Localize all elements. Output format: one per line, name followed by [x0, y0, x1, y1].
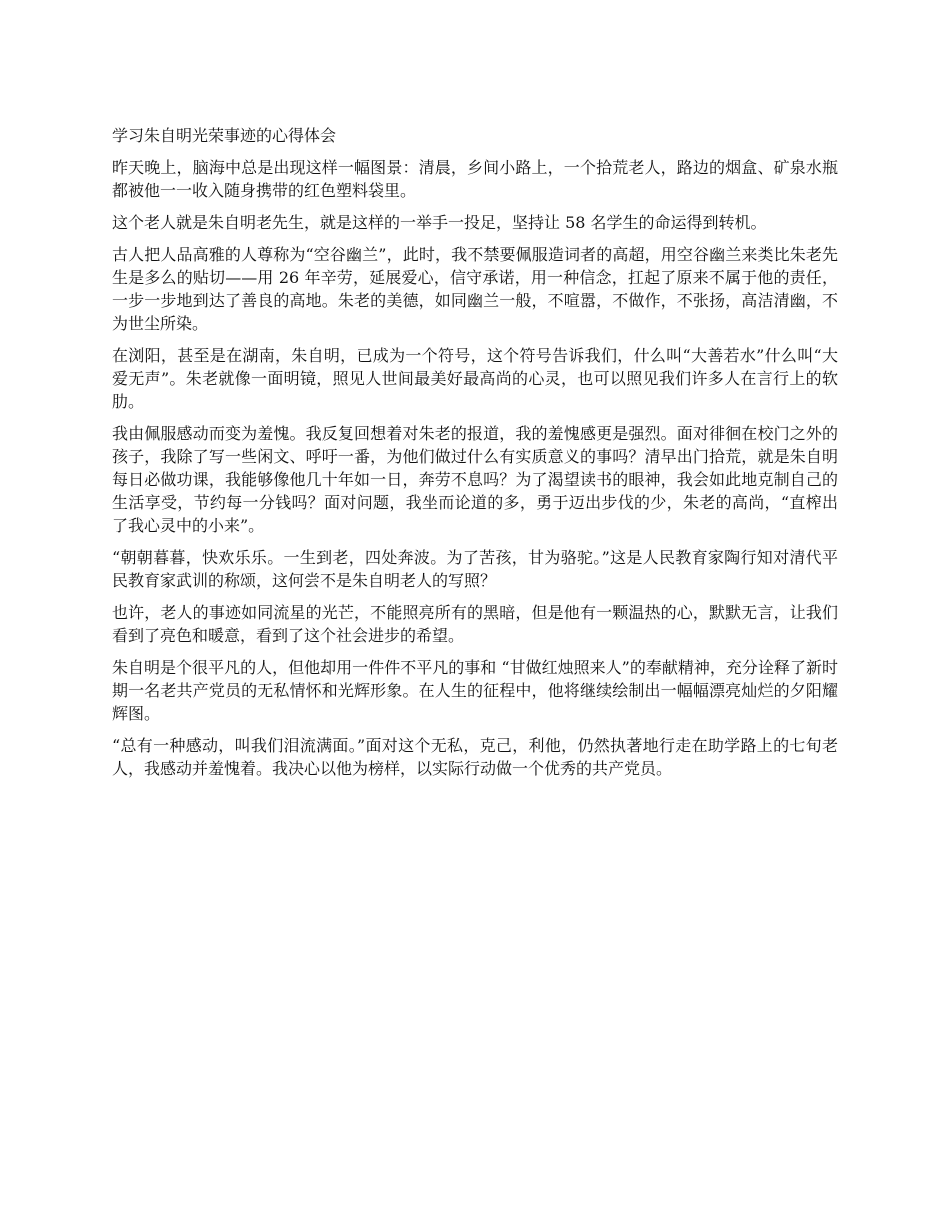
paragraph-1: 昨天晚上，脑海中总是出现这样一幅图景：清晨，乡间小路上，一个拾荒老人，路边的烟盒、矿泉水瓶都被他一一收入随身携带的红色塑料袋里。 — [112, 158, 838, 200]
paragraph-2: 这个老人就是朱自明老先生，就是这样的一举手一投足，坚持让 58 名学生的命运得到转机。 — [112, 213, 767, 232]
paragraph-7: 也许，老人的事迹如同流星的光芒，不能照亮所有的黑暗，但是他有一颗温热的心，默默无言，让我们看到了亮色和暖意，看到了这个社会进步的希望。 — [112, 603, 838, 645]
paragraph-9: “总有一种感动，叫我们泪流满面。”面对这个无私，克己，利他，仍然执著地行走在助学路上的七旬老人，我感动并羞愧着。我决心以他为榜样，以实际行动做一个优秀的共产党员。 — [112, 736, 838, 778]
paragraph-4: 在浏阳，甚至是在湖南，朱自明，已成为一个符号，这个符号告诉我们，什么叫“大善若水”什么叫“大爱无声”。朱老就像一面明镜，照见人世间最美好最高尚的心灵，也可以照见我们许多人在言行上的软肋。 — [112, 346, 838, 411]
paragraph-3: 古人把人品高雅的人尊称为“空谷幽兰”，此时，我不禁要佩服造词者的高超，用空谷幽兰来类比朱老先生是多么的贴切——用 26 年辛劳，延展爱心，信守承诺，用一种信念，扛起了原来不属于他的责任，一步一步地到达了善良的高地。朱老的美德，如同幽兰一般，不喧嚣，不做作，不张扬，高洁清幽，不为世尘所染。 — [112, 245, 838, 333]
paragraph-5: 我由佩服感动而变为羞愧。我反复回想着对朱老的报道，我的羞愧感更是强烈。面对徘徊在校门之外的孩子，我除了写一些闲文、呼吁一番，为他们做过什么有实质意义的事吗？清早出门拾荒，就是朱自明每日必做功课，我能够像他几十年如一日，奔劳不息吗？为了渴望读书的眼神，我会如此地克制自己的生活享受，节约每一分钱吗？面对问题，我坐而论道的多，勇于迈出步伐的少，朱老的高尚，“直榨出了我心灵中的小来”。 — [112, 424, 838, 535]
paragraph-6: “朝朝暮暮，快欢乐乐。一生到老，四处奔波。为了苦孩，甘为骆驼。”这是人民教育家陶行知对清代平民教育家武训的称颂，这何尝不是朱自明老人的写照？ — [112, 548, 838, 590]
paragraph-8: 朱自明是个很平凡的人，但他却用一件件不平凡的事和 “甘做红烛照来人”的奉献精神，充分诠释了新时期一名老共产党员的无私情怀和光辉形象。在人生的征程中，他将继续绘制出一幅幅漂亮灿烂的夕阳耀辉图。 — [112, 658, 838, 723]
document-page — [112, 124, 838, 789]
document-title: 学习朱自明光荣事迹的心得体会 — [112, 126, 337, 145]
